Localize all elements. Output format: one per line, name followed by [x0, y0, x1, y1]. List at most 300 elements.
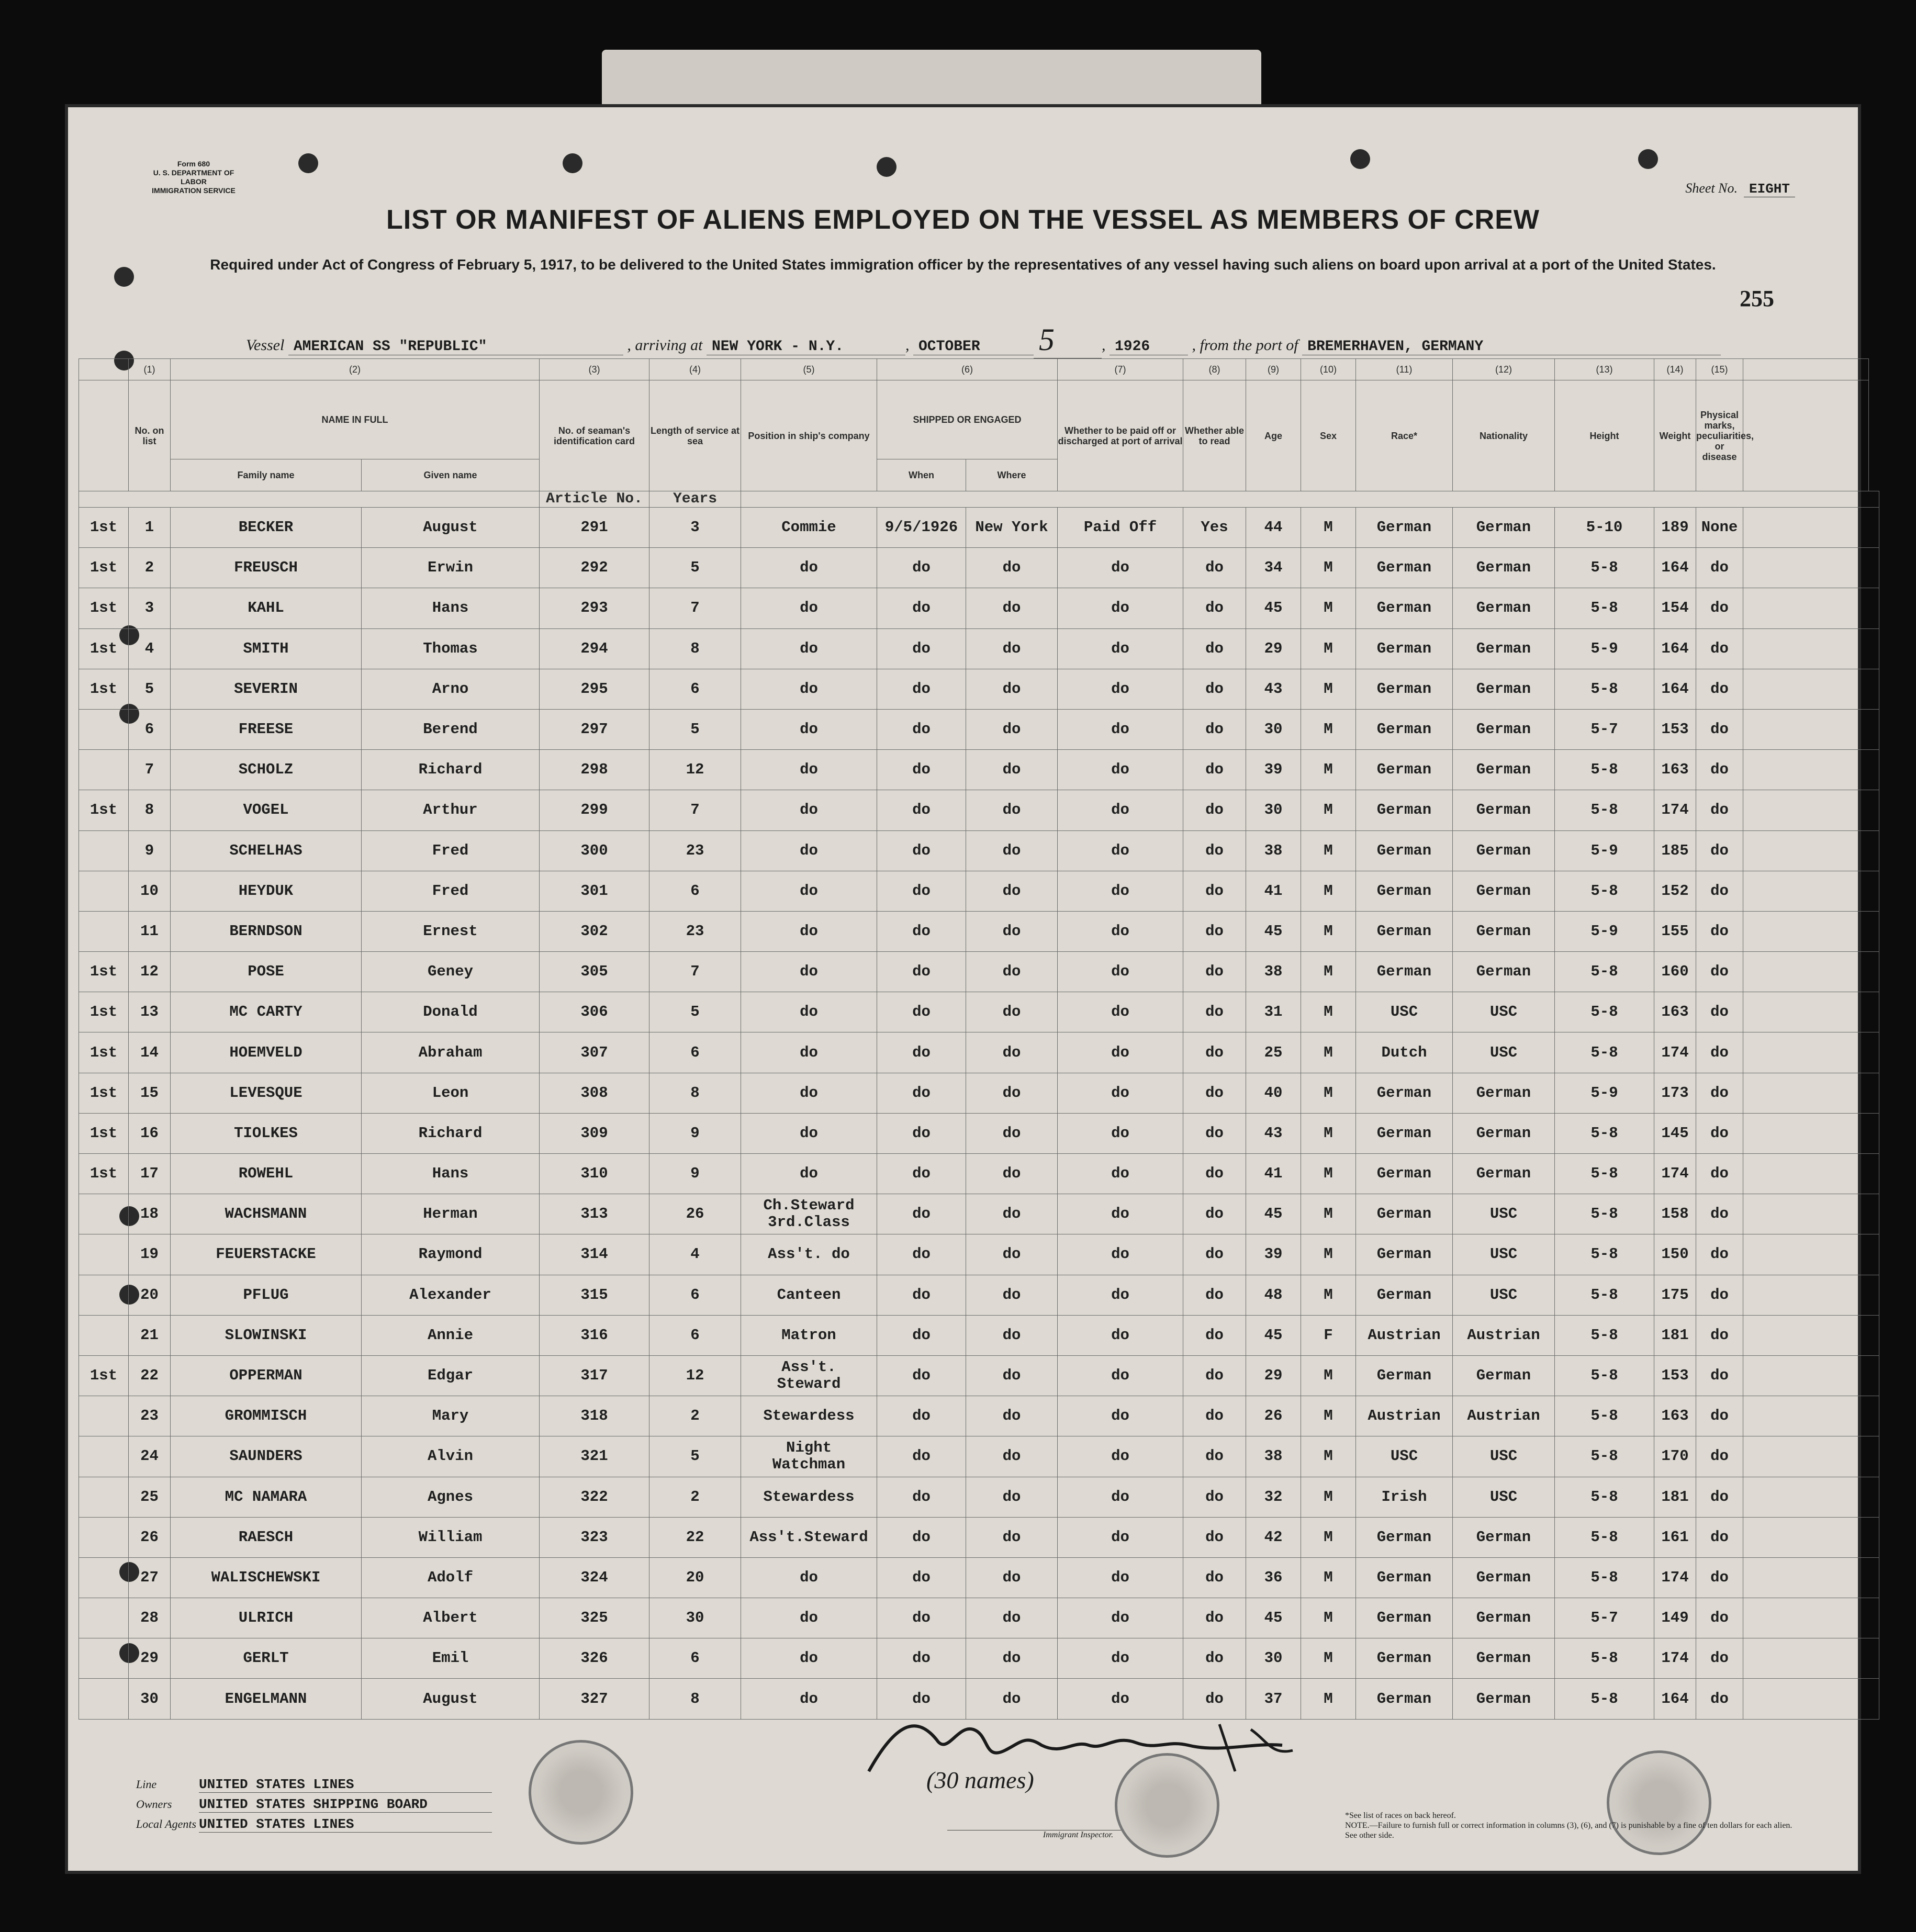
row-pad: [1743, 1154, 1879, 1194]
row-pad: [1743, 588, 1879, 628]
service-years: 5: [649, 709, 741, 749]
service-years: 2: [649, 1396, 741, 1436]
sex-value: M: [1301, 992, 1356, 1032]
crew-row: [79, 1113, 1879, 1153]
card-number: 322: [540, 1477, 649, 1517]
card-number: 313: [540, 1194, 649, 1234]
ship-position: do: [741, 628, 877, 669]
race-value: German: [1356, 1073, 1453, 1113]
age-value: 45: [1246, 1315, 1301, 1355]
column-header-row: [79, 380, 1879, 459]
crew-list: [79, 508, 1879, 1720]
list-mark: [79, 1517, 129, 1557]
card-number: 324: [540, 1557, 649, 1598]
row-number: 29: [129, 1638, 171, 1679]
row-number: 19: [129, 1234, 171, 1275]
given-name: Leon: [362, 1073, 540, 1113]
ship-position: Stewardess: [741, 1477, 877, 1517]
physical-marks: do: [1696, 669, 1743, 709]
service-years: 12: [649, 1355, 741, 1396]
height-value: 5-9: [1555, 1073, 1654, 1113]
family-name: LEVESQUE: [171, 1073, 362, 1113]
footnote: [1345, 1811, 1795, 1840]
consulate-seal: [1115, 1753, 1219, 1858]
list-mark: 1st: [79, 1032, 129, 1073]
race-value: German: [1356, 1275, 1453, 1315]
punch-hole: [1350, 149, 1370, 169]
list-mark: 1st: [79, 628, 129, 669]
given-name: Herman: [362, 1194, 540, 1234]
card-number: 307: [540, 1032, 649, 1073]
paid-off-status: do: [1058, 750, 1183, 790]
years-label: Years: [649, 491, 741, 508]
given-name: Alexander: [362, 1275, 540, 1315]
physical-marks: do: [1696, 588, 1743, 628]
card-number: 309: [540, 1113, 649, 1153]
sex-value: M: [1301, 1355, 1356, 1396]
shipped-when: do: [877, 1234, 966, 1275]
race-value: German: [1356, 588, 1453, 628]
ship-position: Commie: [741, 508, 877, 548]
card-number: 294: [540, 628, 649, 669]
article-row: [79, 491, 1879, 508]
given-name: William: [362, 1517, 540, 1557]
row-number: 9: [129, 830, 171, 871]
race-value: German: [1356, 1355, 1453, 1396]
row-number: 27: [129, 1557, 171, 1598]
crew-row: [79, 548, 1879, 588]
crew-row: [79, 1234, 1879, 1275]
age-value: 38: [1246, 830, 1301, 871]
shipped-when: do: [877, 628, 966, 669]
crew-row: [79, 1436, 1879, 1477]
column-number: (7): [1058, 359, 1183, 380]
list-mark: [79, 750, 129, 790]
ship-position: Canteen: [741, 1275, 877, 1315]
family-name: BECKER: [171, 508, 362, 548]
sex-value: M: [1301, 830, 1356, 871]
service-years: 26: [649, 1194, 741, 1234]
shipped-where: do: [966, 871, 1058, 911]
given-name: Donald: [362, 992, 540, 1032]
row-pad: [1743, 1315, 1879, 1355]
age-value: 26: [1246, 1396, 1301, 1436]
card-number: 306: [540, 992, 649, 1032]
sex-value: M: [1301, 1113, 1356, 1153]
height-value: 5-8: [1555, 1557, 1654, 1598]
row-number: 11: [129, 911, 171, 951]
able-to-read: do: [1183, 1436, 1246, 1477]
ship-position: do: [741, 1032, 877, 1073]
shipped-where: do: [966, 588, 1058, 628]
row-pad: [1743, 1679, 1879, 1719]
ship-position: do: [741, 1638, 877, 1679]
row-pad: [1743, 709, 1879, 749]
shipped-where: do: [966, 1638, 1058, 1679]
arrival-month: OCTOBER: [913, 339, 1034, 355]
header-cell: [79, 380, 129, 491]
given-name: Agnes: [362, 1477, 540, 1517]
column-number: (11): [1356, 359, 1453, 380]
row-pad: [1743, 871, 1879, 911]
crew-row: [79, 1275, 1879, 1315]
ship-position: do: [741, 830, 877, 871]
vessel-footer: [136, 1777, 492, 1836]
list-mark: [79, 1598, 129, 1638]
shipped-when: do: [877, 871, 966, 911]
ship-position: do: [741, 952, 877, 992]
ship-position: do: [741, 790, 877, 830]
vessel-label: Vessel: [246, 336, 285, 354]
shipped-when: do: [877, 911, 966, 951]
footnote-penalty: NOTE.—Failure to furnish full or correct information in columns (3), (6), and (7) is punishable by a fine of ten dollars for each alien. See other side.: [1345, 1821, 1792, 1840]
header-no-on-list: No. on list: [129, 380, 171, 491]
list-mark: [79, 1275, 129, 1315]
card-number: 300: [540, 830, 649, 871]
able-to-read: do: [1183, 830, 1246, 871]
weight-value: 185: [1654, 830, 1696, 871]
card-number: 318: [540, 1396, 649, 1436]
family-name: GROMMISCH: [171, 1396, 362, 1436]
able-to-read: do: [1183, 1517, 1246, 1557]
height-value: 5-8: [1555, 1436, 1654, 1477]
page-subtitle: Required under Act of Congress of February 5, 1917, to be delivered to the United States immigration officer by the representatives of any vessel having such aliens on board upon arrival at a port of the United States.: [210, 256, 1716, 273]
physical-marks: do: [1696, 992, 1743, 1032]
nationality-value: German: [1453, 871, 1555, 911]
paid-off-status: Paid Off: [1058, 508, 1183, 548]
header-sex: Sex: [1301, 380, 1356, 491]
able-to-read: do: [1183, 871, 1246, 911]
weight-value: 174: [1654, 1032, 1696, 1073]
service-years: 5: [649, 992, 741, 1032]
row-number: 18: [129, 1194, 171, 1234]
service-years: 9: [649, 1113, 741, 1153]
row-pad: [1743, 1598, 1879, 1638]
nationality-value: German: [1453, 911, 1555, 951]
ship-position: do: [741, 911, 877, 951]
physical-marks: do: [1696, 790, 1743, 830]
race-value: German: [1356, 871, 1453, 911]
given-name: Erwin: [362, 548, 540, 588]
height-value: 5-8: [1555, 1315, 1654, 1355]
able-to-read: do: [1183, 750, 1246, 790]
shipped-when: do: [877, 588, 966, 628]
row-pad: [1743, 750, 1879, 790]
list-mark: [79, 1436, 129, 1477]
header-position: Position in ship's company: [741, 380, 877, 491]
row-number: 13: [129, 992, 171, 1032]
able-to-read: do: [1183, 1032, 1246, 1073]
given-name: Annie: [362, 1315, 540, 1355]
nationality-value: USC: [1453, 1234, 1555, 1275]
paid-off-status: do: [1058, 871, 1183, 911]
given-name: Richard: [362, 750, 540, 790]
card-number: 317: [540, 1355, 649, 1396]
nationality-value: USC: [1453, 1275, 1555, 1315]
row-pad: [1743, 1194, 1879, 1234]
card-number: 297: [540, 709, 649, 749]
from-label: , from the port of: [1192, 336, 1298, 354]
weight-value: 181: [1654, 1477, 1696, 1517]
nationality-value: German: [1453, 750, 1555, 790]
row-number: 24: [129, 1436, 171, 1477]
list-mark: 1st: [79, 1073, 129, 1113]
list-mark: 1st: [79, 952, 129, 992]
paid-off-status: do: [1058, 1557, 1183, 1598]
shipped-when: do: [877, 1194, 966, 1234]
able-to-read: do: [1183, 992, 1246, 1032]
height-value: 5-8: [1555, 1234, 1654, 1275]
sex-value: M: [1301, 1517, 1356, 1557]
service-name: IMMIGRATION SERVICE: [152, 186, 236, 195]
height-value: 5-8: [1555, 1113, 1654, 1153]
sex-value: M: [1301, 588, 1356, 628]
height-value: 5-8: [1555, 1275, 1654, 1315]
race-value: German: [1356, 790, 1453, 830]
able-to-read: do: [1183, 1355, 1246, 1396]
header-nationality: Nationality: [1453, 380, 1555, 491]
able-to-read: do: [1183, 1315, 1246, 1355]
shipped-when: do: [877, 1073, 966, 1113]
header-family-name: Family name: [171, 459, 362, 491]
sheet-value: EIGHT: [1744, 181, 1795, 197]
height-value: 5-10: [1555, 508, 1654, 548]
physical-marks: do: [1696, 1355, 1743, 1396]
card-number: 323: [540, 1517, 649, 1557]
able-to-read: do: [1183, 709, 1246, 749]
family-name: PFLUG: [171, 1275, 362, 1315]
age-value: 41: [1246, 871, 1301, 911]
race-value: German: [1356, 1679, 1453, 1719]
ship-position: do: [741, 1679, 877, 1719]
list-mark: 1st: [79, 1113, 129, 1153]
header-cell: [1743, 359, 1869, 380]
header-paid-off: Whether to be paid off or discharged at port of arrival: [1058, 380, 1183, 491]
row-pad: [1743, 790, 1879, 830]
crew-row: [79, 1517, 1879, 1557]
able-to-read: do: [1183, 1154, 1246, 1194]
able-to-read: do: [1183, 1113, 1246, 1153]
weight-value: 160: [1654, 952, 1696, 992]
physical-marks: do: [1696, 1477, 1743, 1517]
race-value: Irish: [1356, 1477, 1453, 1517]
physical-marks: do: [1696, 1679, 1743, 1719]
header-race: Race*: [1356, 380, 1453, 491]
weight-value: 189: [1654, 508, 1696, 548]
able-to-read: do: [1183, 911, 1246, 951]
height-value: 5-9: [1555, 911, 1654, 951]
nationality-value: German: [1453, 669, 1555, 709]
shipped-where: do: [966, 1032, 1058, 1073]
family-name: SLOWINSKI: [171, 1315, 362, 1355]
age-value: 39: [1246, 750, 1301, 790]
shipped-when: do: [877, 709, 966, 749]
card-number: 314: [540, 1234, 649, 1275]
card-number: 316: [540, 1315, 649, 1355]
age-value: 45: [1246, 1194, 1301, 1234]
ship-position: do: [741, 669, 877, 709]
physical-marks: do: [1696, 709, 1743, 749]
given-name: Fred: [362, 871, 540, 911]
crew-row: [79, 1355, 1879, 1396]
crew-row: [79, 911, 1879, 951]
row-pad: [1743, 548, 1879, 588]
shipped-where: do: [966, 1315, 1058, 1355]
height-value: 5-8: [1555, 1477, 1654, 1517]
list-mark: [79, 1638, 129, 1679]
sex-value: M: [1301, 628, 1356, 669]
service-years: 8: [649, 1679, 741, 1719]
crew-row: [79, 1396, 1879, 1436]
physical-marks: do: [1696, 911, 1743, 951]
family-name: VOGEL: [171, 790, 362, 830]
departure-port: BREMERHAVEN, GERMANY: [1302, 339, 1721, 355]
family-name: TIOLKES: [171, 1113, 362, 1153]
manifest-sheet: [68, 107, 1858, 1871]
physical-marks: do: [1696, 952, 1743, 992]
row-number: 3: [129, 588, 171, 628]
service-years: 5: [649, 1436, 741, 1477]
paid-off-status: do: [1058, 790, 1183, 830]
family-name: SAUNDERS: [171, 1436, 362, 1477]
race-value: German: [1356, 1154, 1453, 1194]
age-value: 34: [1246, 548, 1301, 588]
list-mark: [79, 1194, 129, 1234]
arriving-label: , arriving at: [627, 336, 703, 354]
line-row: [136, 1777, 492, 1796]
height-value: 5-8: [1555, 1638, 1654, 1679]
physical-marks: None: [1696, 508, 1743, 548]
sex-value: M: [1301, 1073, 1356, 1113]
row-pad: [1743, 992, 1879, 1032]
voyage-line: Vessel AMERICAN SS "REPUBLIC" , arriving at NEW YORK - N.Y. , OCTOBER 5 , 1926 , from the port of BREMERHAVEN, GERMANY: [246, 322, 1764, 358]
weight-value: 150: [1654, 1234, 1696, 1275]
nationality-value: German: [1453, 709, 1555, 749]
family-name: POSE: [171, 952, 362, 992]
weight-value: 174: [1654, 1638, 1696, 1679]
nationality-value: USC: [1453, 1032, 1555, 1073]
ship-position: Ass't. Steward: [741, 1355, 877, 1396]
height-value: 5-8: [1555, 1517, 1654, 1557]
race-value: German: [1356, 952, 1453, 992]
given-name: Emil: [362, 1638, 540, 1679]
row-number: 7: [129, 750, 171, 790]
shipped-when: do: [877, 1638, 966, 1679]
race-value: USC: [1356, 992, 1453, 1032]
row-number: 26: [129, 1517, 171, 1557]
crew-row: [79, 750, 1879, 790]
shipped-where: do: [966, 1477, 1058, 1517]
family-name: HOEMVELD: [171, 1032, 362, 1073]
shipped-when: do: [877, 1275, 966, 1315]
list-mark: [79, 1315, 129, 1355]
row-number: 30: [129, 1679, 171, 1719]
height-value: 5-7: [1555, 1598, 1654, 1638]
age-value: 45: [1246, 911, 1301, 951]
card-number: 301: [540, 871, 649, 911]
shipped-when: do: [877, 1598, 966, 1638]
column-number: (13): [1555, 359, 1654, 380]
nationality-value: USC: [1453, 992, 1555, 1032]
column-number: (10): [1301, 359, 1356, 380]
header-age: Age: [1246, 380, 1301, 491]
form-identifier: [147, 160, 241, 195]
row-pad: [1743, 1275, 1879, 1315]
race-value: German: [1356, 1557, 1453, 1598]
paid-off-status: do: [1058, 1355, 1183, 1396]
able-to-read: do: [1183, 628, 1246, 669]
card-number: 291: [540, 508, 649, 548]
punch-hole: [563, 153, 582, 173]
age-value: 29: [1246, 628, 1301, 669]
sex-value: M: [1301, 548, 1356, 588]
service-years: 4: [649, 1234, 741, 1275]
agents-label: Local Agents: [136, 1817, 197, 1830]
age-value: 30: [1246, 709, 1301, 749]
height-value: 5-8: [1555, 1032, 1654, 1073]
shipped-when: 9/5/1926: [877, 508, 966, 548]
crew-row: [79, 1073, 1879, 1113]
physical-marks: do: [1696, 1194, 1743, 1234]
column-number: (9): [1246, 359, 1301, 380]
row-pad: [1743, 911, 1879, 951]
sex-value: M: [1301, 1436, 1356, 1477]
physical-marks: do: [1696, 1436, 1743, 1477]
crew-row: [79, 1598, 1879, 1638]
age-value: 30: [1246, 790, 1301, 830]
able-to-read: do: [1183, 1477, 1246, 1517]
able-to-read: Yes: [1183, 508, 1246, 548]
height-value: 5-8: [1555, 588, 1654, 628]
physical-marks: do: [1696, 1234, 1743, 1275]
race-value: German: [1356, 830, 1453, 871]
card-number: 299: [540, 790, 649, 830]
weight-value: 153: [1654, 1355, 1696, 1396]
inspector-label: Immigrant Inspector.: [947, 1830, 1209, 1840]
paid-off-status: do: [1058, 911, 1183, 951]
able-to-read: do: [1183, 1679, 1246, 1719]
nationality-value: German: [1453, 830, 1555, 871]
department-name: U. S. DEPARTMENT OF LABOR: [153, 169, 234, 186]
row-number: 25: [129, 1477, 171, 1517]
paid-off-status: do: [1058, 588, 1183, 628]
nationality-value: German: [1453, 1073, 1555, 1113]
given-name: Alvin: [362, 1436, 540, 1477]
shipped-where: do: [966, 790, 1058, 830]
nationality-value: German: [1453, 1679, 1555, 1719]
ship-position: do: [741, 750, 877, 790]
physical-marks: do: [1696, 871, 1743, 911]
paid-off-status: do: [1058, 1154, 1183, 1194]
service-years: 6: [649, 1032, 741, 1073]
height-value: 5-8: [1555, 750, 1654, 790]
row-number: 5: [129, 669, 171, 709]
row-number: 8: [129, 790, 171, 830]
age-value: 45: [1246, 1598, 1301, 1638]
physical-marks: do: [1696, 1315, 1743, 1355]
paid-off-status: do: [1058, 1032, 1183, 1073]
sex-value: M: [1301, 871, 1356, 911]
weight-value: 174: [1654, 790, 1696, 830]
row-number: 12: [129, 952, 171, 992]
header-cell: [741, 491, 1879, 508]
family-name: RAESCH: [171, 1517, 362, 1557]
weight-value: 164: [1654, 548, 1696, 588]
paid-off-status: do: [1058, 952, 1183, 992]
list-mark: [79, 1557, 129, 1598]
physical-marks: do: [1696, 1557, 1743, 1598]
race-value: German: [1356, 1638, 1453, 1679]
